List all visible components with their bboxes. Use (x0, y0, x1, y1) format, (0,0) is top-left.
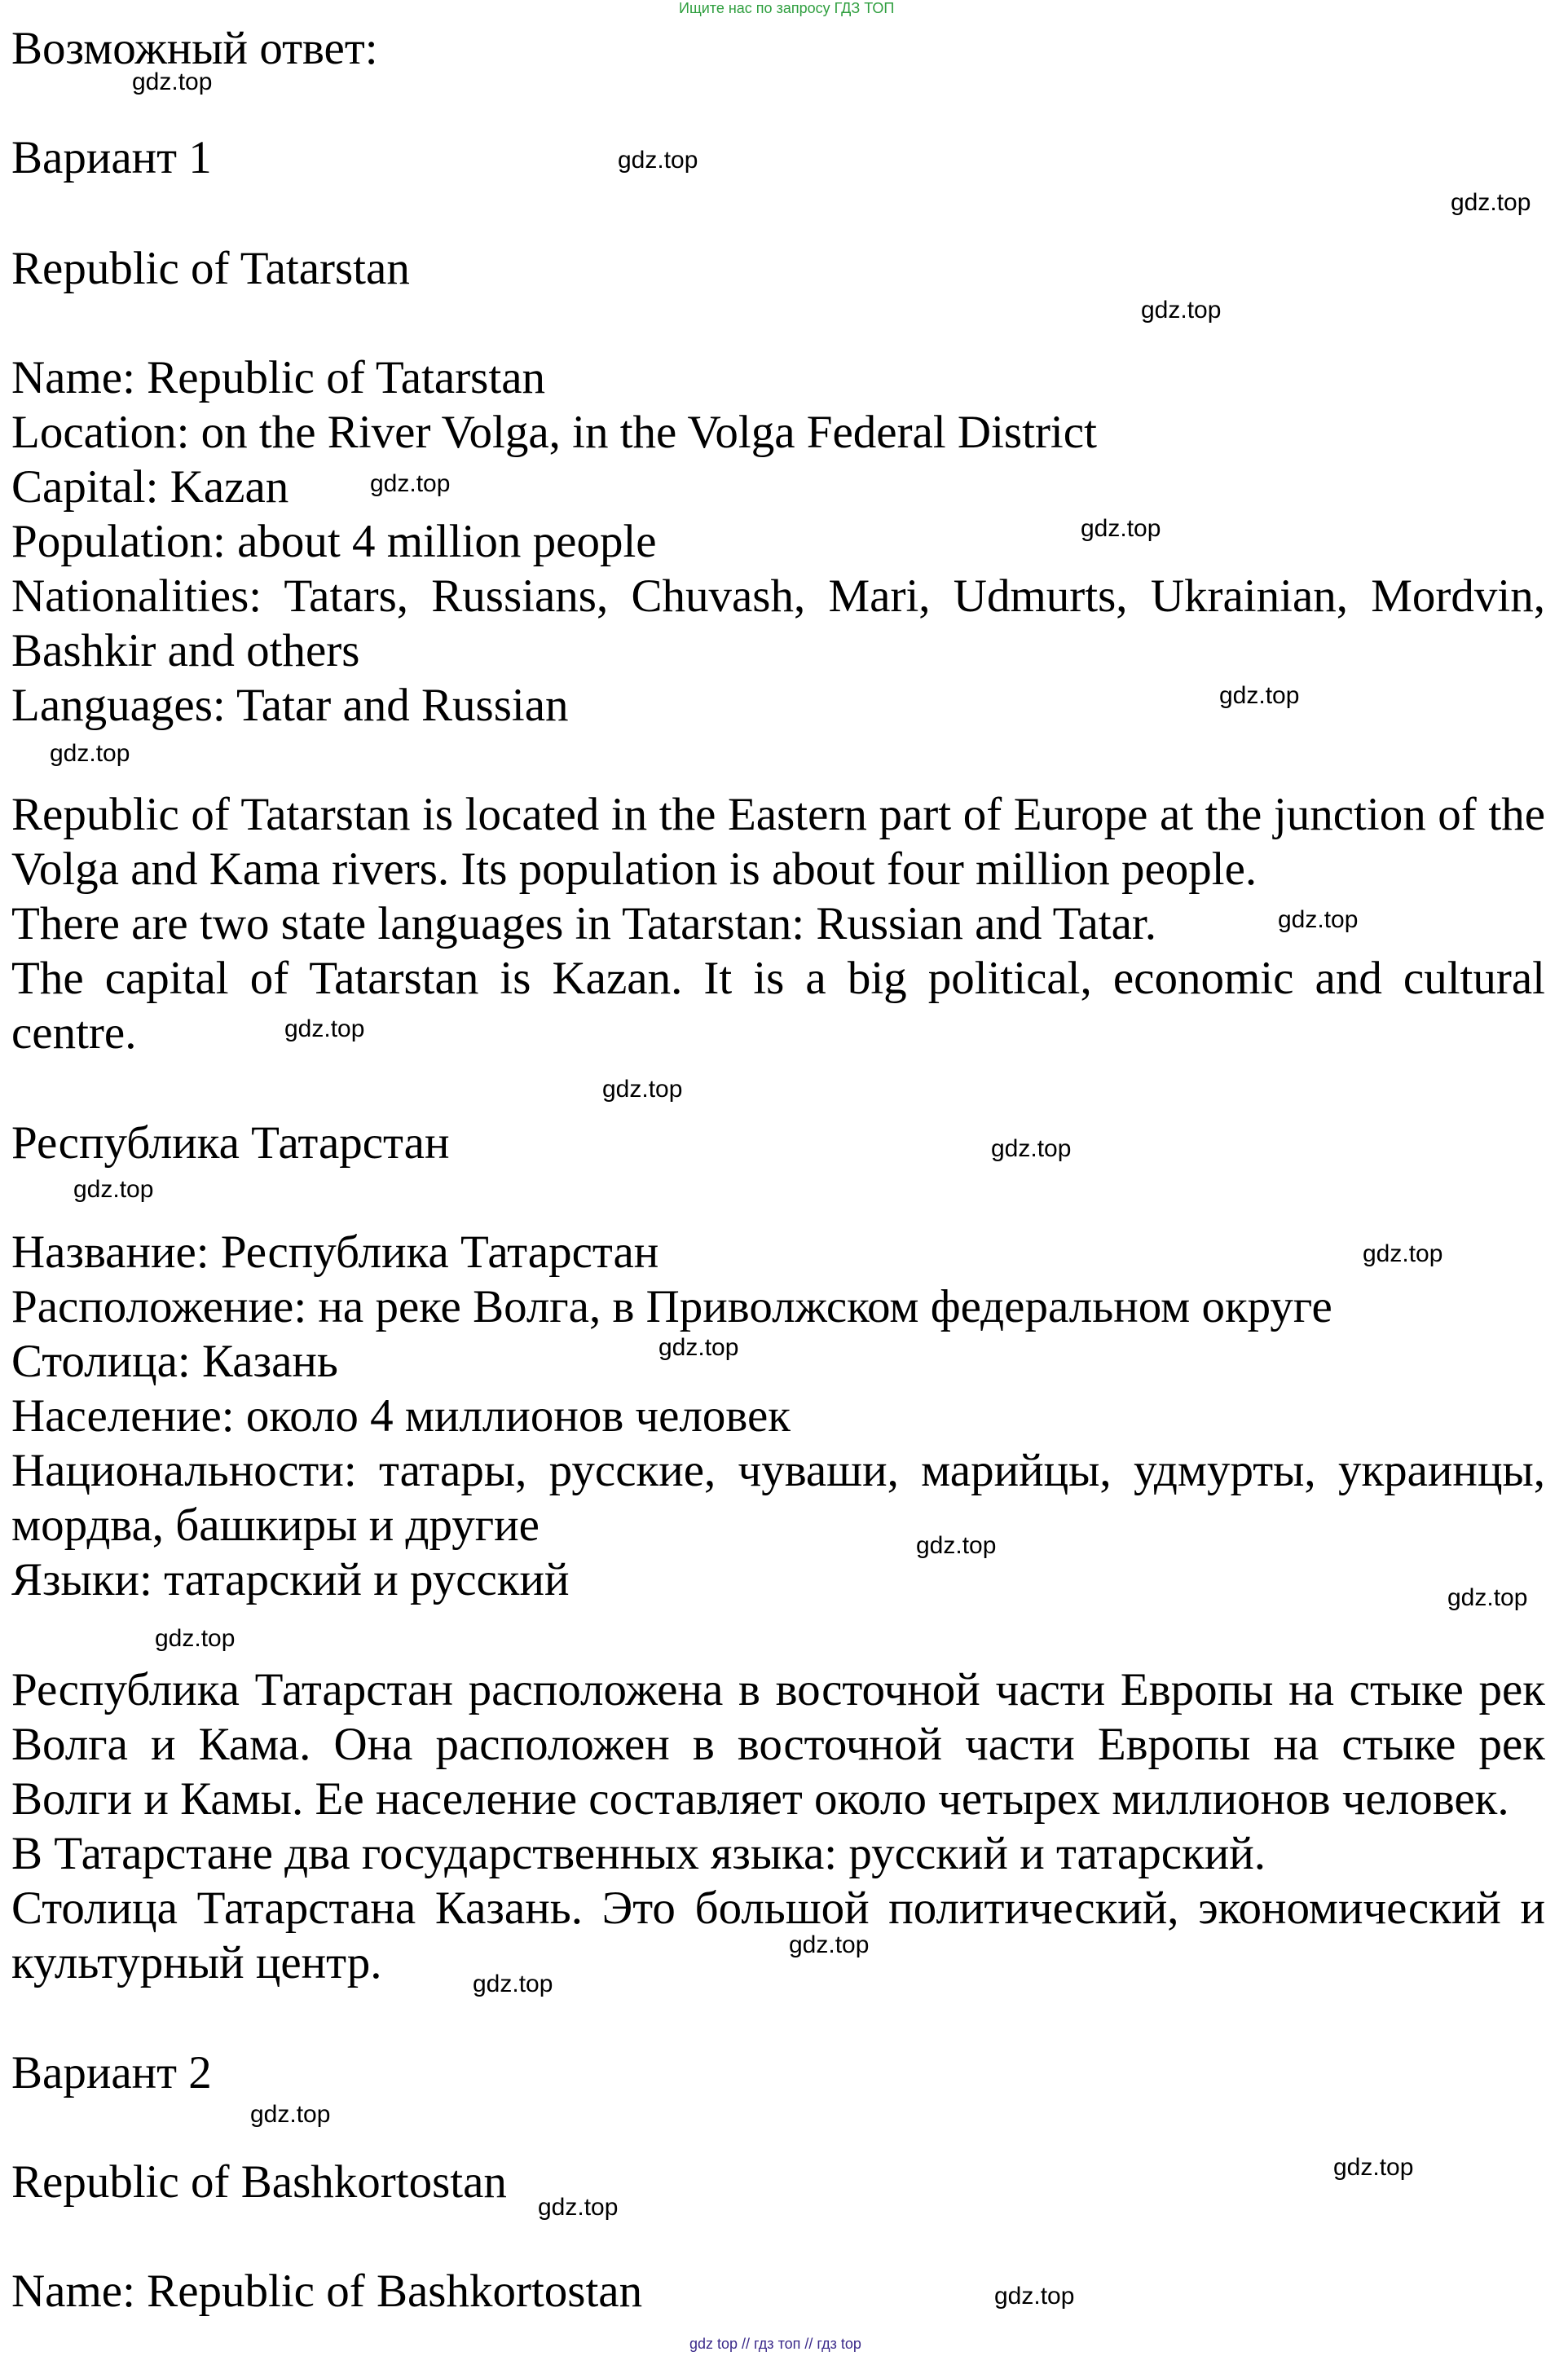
watermark: gdz.top (1447, 1584, 1528, 1611)
watermark: gdz.top (284, 1015, 365, 1042)
watermark: gdz.top (991, 1135, 1072, 1162)
watermark: gdz.top (1278, 906, 1359, 933)
header-note: Ищите нас по запросу ГДЗ ТОП (679, 0, 895, 16)
ru-section-heading: Республика Татарстан (11, 1117, 450, 1169)
en-fact-nationalities: Nationalities: Tatars, Russians, Chuvash, Mari, Udmurts, Ukrainian, Mordvin, Bashkir and others (11, 570, 1545, 676)
variant-2-fact-name: Name: Republic of Bashkortostan (11, 2266, 643, 2317)
en-section-heading: Republic of Tatarstan (11, 243, 410, 294)
variant-1-title: Вариант 1 (11, 132, 212, 183)
watermark: gdz.top (1333, 2154, 1414, 2181)
watermark: gdz.top (618, 147, 698, 174)
ru-fact-capital: Столица: Казань (11, 1336, 338, 1387)
watermark: gdz.top (155, 1625, 236, 1652)
ru-fact-nationalities: Национальности: татары, русские, чуваши, марийцы, удмурты, украинцы, мордва, башкиры и другие (11, 1445, 1545, 1551)
en-fact-capital: Capital: Kazan (11, 461, 289, 513)
watermark: gdz.top (994, 2283, 1075, 2310)
watermark: gdz.top (370, 470, 451, 497)
watermark: gdz.top (1141, 297, 1222, 324)
watermark: gdz.top (250, 2101, 331, 2128)
ru-fact-name: Название: Республика Татарстан (11, 1226, 659, 1278)
en-fact-location: Location: on the River Volga, in the Volga Federal District (11, 407, 1097, 458)
footer-note: gdz top // гдз топ // гдз top (689, 2336, 861, 2352)
watermark: gdz.top (789, 1931, 870, 1958)
watermark: gdz.top (132, 68, 213, 95)
watermark: gdz.top (50, 740, 130, 767)
ru-paragraph-languages: В Татарстане два государственных языка: русский и татарский. (11, 1828, 1266, 1879)
en-paragraph-languages: There are two state languages in Tatarstan: Russian and Tatar. (11, 898, 1156, 949)
watermark: gdz.top (473, 1971, 553, 1997)
ru-fact-location: Расположение: на реке Волга, в Приволжском федеральном округе (11, 1281, 1332, 1332)
ru-paragraph-capital: Столица Татарстана Казань. Это большой политический, экономический и культурный центр. (11, 1883, 1545, 1988)
en-fact-languages: Languages: Tatar and Russian (11, 680, 569, 731)
ru-fact-languages: Языки: татарский и русский (11, 1554, 570, 1605)
watermark: gdz.top (1363, 1240, 1443, 1267)
en-paragraph-capital: The capital of Tatarstan is Kazan. It is a big political, economic and cultural centre. (11, 953, 1545, 1059)
watermark: gdz.top (602, 1076, 683, 1103)
watermark: gdz.top (658, 1334, 739, 1361)
ru-fact-population: Население: около 4 миллионов человек (11, 1390, 791, 1442)
watermark: gdz.top (1219, 682, 1300, 709)
watermark: gdz.top (73, 1176, 154, 1203)
watermark: gdz.top (1081, 515, 1161, 542)
en-fact-population: Population: about 4 million people (11, 516, 657, 567)
variant-2-title: Вариант 2 (11, 2047, 212, 2098)
answer-heading: Возможный ответ: (11, 23, 378, 74)
en-paragraph-location: Republic of Tatarstan is located in the Eastern part of Europe at the junction of the Volga and Kama rivers. Its population is about four million people. (11, 789, 1545, 895)
en-fact-name: Name: Republic of Tatarstan (11, 352, 545, 403)
ru-paragraph-location: Республика Татарстан расположена в восточной части Европы на стыке рек Волга и Кама. Она расположен в восточной части Европы на стыке рек Волги и Камы. Ее население составляет около четырех миллионов человек. (11, 1664, 1545, 1825)
watermark: gdz.top (1451, 189, 1531, 216)
watermark: gdz.top (916, 1532, 997, 1559)
variant-2-heading: Republic of Bashkortostan (11, 2156, 507, 2208)
watermark: gdz.top (538, 2194, 619, 2221)
